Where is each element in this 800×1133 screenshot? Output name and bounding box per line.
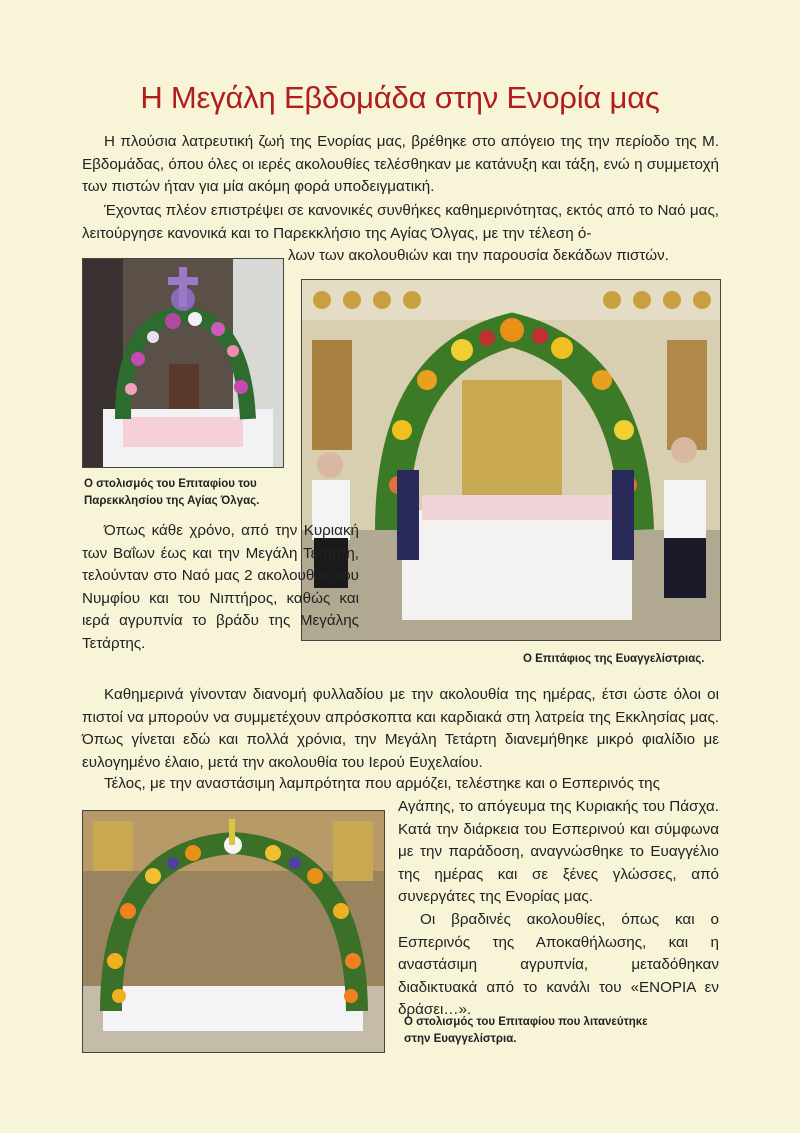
- photo-procession-epitaph: [82, 810, 385, 1053]
- page-title: Η Μεγάλη Εβδομάδα στην Ενορία μας: [140, 80, 660, 115]
- paragraph-holy-week: Όπως κάθε χρόνο, από την Κυριακή των Βαΐων έως και την Μεγάλη Τετάρτη, τελούνταν στο Ναό μας 2 ακολουθίες του Νυμφίου και του Νιπτήρος, καθώς και ιερά αγρυπνία το βράδυ της Μεγάλης Τετάρτης.: [82, 522, 359, 652]
- photo-evangelistria-epitaph: [301, 279, 721, 641]
- caption-evangelistria-epitaph: Ο Επιτάφιος της Ευαγγελίστριας.: [523, 653, 705, 665]
- caption-chapel-epitaph: Ο στολισμός του Επιταφίου του Παρεκκλησίου της Αγίας Όλγας.: [84, 478, 260, 507]
- paragraph-daily-leaflet: Καθημερινά γίνονταν διανομή φυλλαδίου με την ακολουθία της ημέρας, έτσι ώστε όλοι οι πιστοί να μπορούν να συμμετέχουν απρόσκοπτα και καρδιακά στη λατρεία της Εκκλησίας μας. Όπως γίνεται εδώ και πολλά χρόνια, την Μεγάλη Τετάρτη διανεμήθηκε μικρό φιαλίδιο με ευλογημένο έλαιο, μετά την ακολουθία του Ιερού Ευχελαίου.: [82, 686, 719, 771]
- paragraph-vespers-start: Τέλος, με την αναστάσιμη λαμπρότητα που αρμόζει, τελέστηκε και ο Εσπερινός της: [104, 775, 660, 792]
- paragraph-vespers: Αγάπης, το απόγευμα της Κυριακής του Πάσχα. Κατά την διάρκεια του Εσπερινού και σύμφωνα με την παράδοση, αναγνώσθηκε το Ευαγγέλιο της ημέρας και σε ξένες γλώσσες, από συνεργάτες της Ενορίας μας.: [398, 798, 719, 906]
- caption-procession-epitaph: Ο στολισμός του Επιταφίου που λιτανεύτηκε στην Ευαγγελίστρια.: [404, 1016, 648, 1045]
- paragraph-chapel-end: λων των ακολουθιών και την παρουσία δεκάδων πιστών.: [288, 247, 669, 264]
- paragraph-chapel: Έχοντας πλέον επιστρέψει σε κανονικές συνθήκες καθημερινότητας, εκτός από το Ναό μας, λειτούργησε κανονικά και το Παρεκκλήσιο της Αγίας Όλγας, με την τέλεση ό-: [82, 202, 719, 242]
- paragraph-intro: Η πλούσια λατρευτική ζωή της Ενορίας μας, βρέθηκε στο απόγειο της την περίοδο της Μ. Εβδομάδας, όπου όλες οι ιερές ακολουθίες τελέσθηκαν με κατάνυξη και τάξη, ενώ η συμμετοχή των πιστών ήταν για μία ακόμη φορά υποδειγματική.: [82, 133, 719, 196]
- photo-chapel-epitaph: [82, 258, 284, 468]
- paragraph-broadcast: Οι βραδινές ακολουθίες, όπως και ο Εσπερινός της Αποκαθήλωσης, και η αναστάσιμη αγρυπνία, μεταδόθηκαν διαδικτυακά από το κανάλι του «ΕΝΟΡΙΑ εν δράσει…».: [398, 911, 719, 1019]
